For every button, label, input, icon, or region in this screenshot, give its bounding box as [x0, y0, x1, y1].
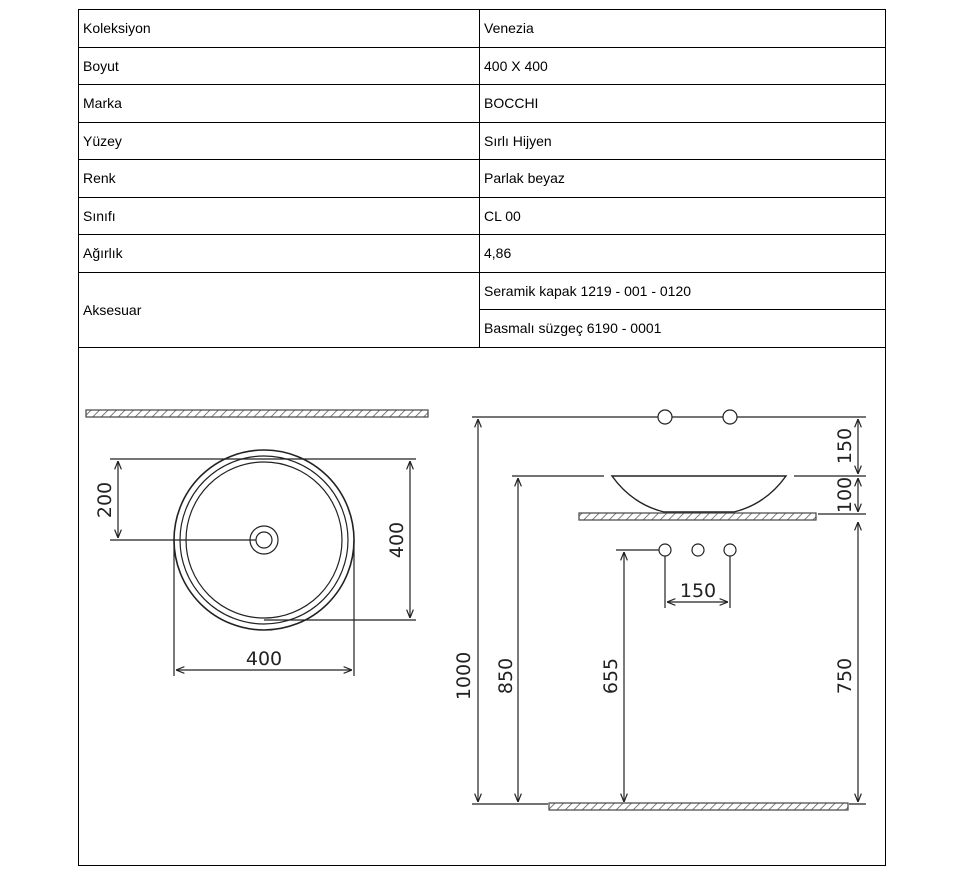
dim-label-counter-height: 750: [834, 657, 856, 695]
valve-right: [724, 544, 736, 556]
valve-center: [692, 544, 704, 556]
valve-left: [659, 544, 671, 556]
dim-label-rim-height: 850: [495, 657, 517, 695]
row-value-color: Parlak beyaz: [480, 160, 886, 198]
row-value-weight: 4,86: [480, 235, 886, 273]
row-value-brand: BOCCHI: [480, 85, 886, 123]
dim-label-radius: 200: [94, 481, 116, 519]
dim-label-height: 400: [386, 521, 408, 559]
row-label-color: Renk: [79, 160, 480, 198]
top-view-counter: [86, 410, 428, 417]
counter-top: [579, 513, 816, 520]
dim-label-width: 400: [245, 648, 283, 670]
side-view: [472, 410, 866, 810]
row-label-collection: Koleksiyon: [79, 10, 480, 48]
basin-profile: [612, 476, 786, 512]
faucet-hole-right: [723, 410, 737, 424]
row-label-surface: Yüzey: [79, 122, 480, 160]
row-label-accessory: Aksesuar: [79, 272, 480, 347]
dim-label-valve-spacing: 150: [679, 580, 717, 602]
top-view: [86, 410, 428, 676]
dim-label-basin-depth: 100: [834, 476, 856, 514]
dim-label-total-height: 1000: [453, 651, 475, 701]
dim-label-valve-height: 655: [600, 657, 622, 695]
drain-inner: [256, 532, 272, 548]
row-value-class: CL 00: [480, 197, 886, 235]
floor: [549, 803, 848, 810]
faucet-hole-left: [658, 410, 672, 424]
row-label-class: Sınıfı: [79, 197, 480, 235]
row-value-surface: Sırlı Hijyen: [480, 122, 886, 160]
row-value-accessory-2: Basmalı süzgeç 6190 - 0001: [480, 310, 886, 348]
row-label-brand: Marka: [79, 85, 480, 123]
row-label-size: Boyut: [79, 47, 480, 85]
row-value-collection: Venezia: [480, 10, 886, 48]
row-label-weight: Ağırlık: [79, 235, 480, 273]
row-value-size: 400 X 400: [480, 47, 886, 85]
row-value-accessory-1: Seramik kapak 1219 - 001 - 0120: [480, 272, 886, 310]
dim-label-above-rim: 150: [834, 427, 856, 465]
